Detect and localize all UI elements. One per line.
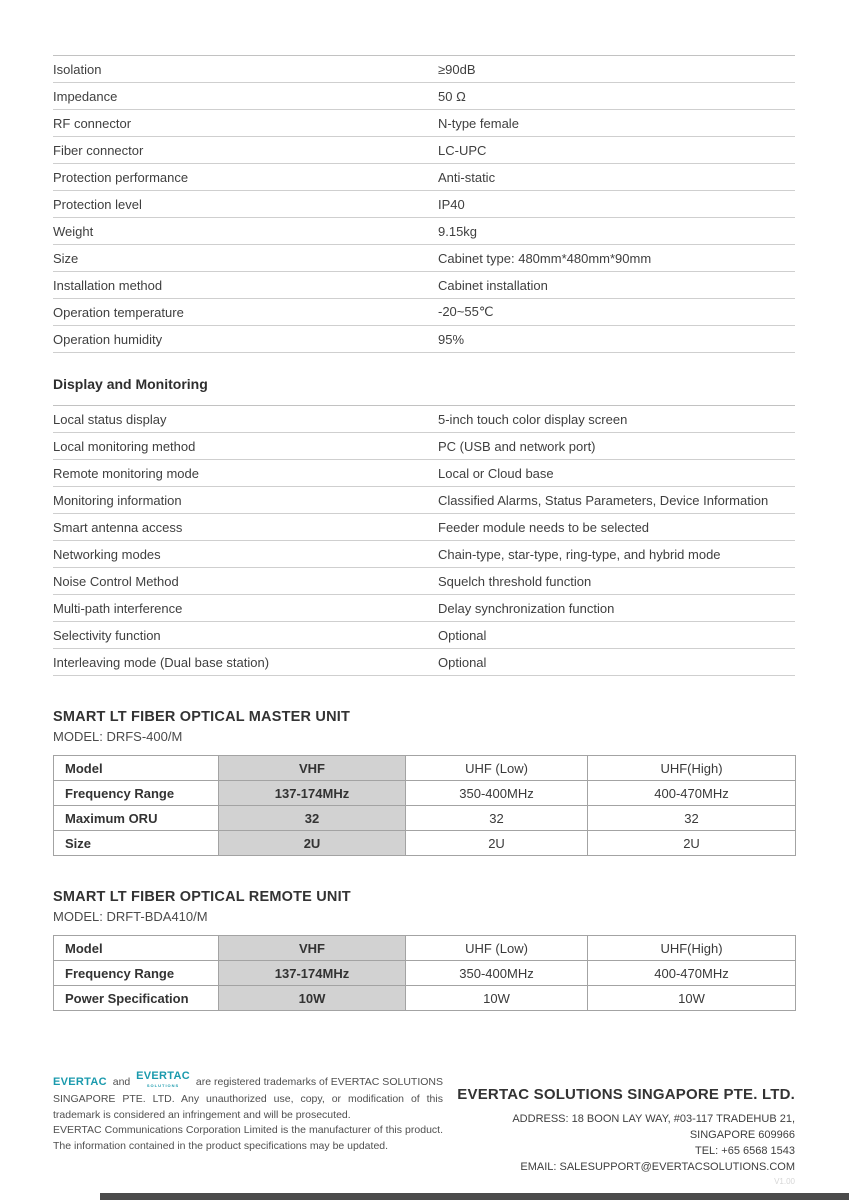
company-address: ADDRESS: 18 BOON LAY WAY, #03-117 TRADEHUB 21, SINGAPORE 609966 bbox=[512, 1113, 795, 1141]
cell-vhf: 137-174MHz bbox=[219, 781, 406, 806]
row-label: Frequency Range bbox=[54, 781, 219, 806]
spec-row bbox=[53, 56, 795, 83]
table-header-row bbox=[54, 936, 796, 961]
spec-row bbox=[53, 514, 795, 541]
table-row bbox=[54, 806, 796, 831]
row-label: Frequency Range bbox=[54, 961, 219, 986]
spec-value: Squelch threshold function bbox=[438, 573, 592, 589]
spec-label: Selectivity function bbox=[53, 627, 161, 643]
trademark-paragraph bbox=[53, 1072, 443, 1123]
master-unit-title: SMART LT FIBER OPTICAL MASTER UNIT bbox=[53, 709, 351, 725]
remote-unit-title: SMART LT FIBER OPTICAL REMOTE UNIT bbox=[53, 889, 351, 905]
spec-value: Cabinet type: 480mm*480mm*90mm bbox=[438, 250, 652, 266]
evertac-solutions-logo-subtext: SOLUTIONS bbox=[146, 1083, 180, 1088]
spec-row bbox=[53, 137, 795, 164]
spec-row bbox=[53, 164, 795, 191]
spec-label: Weight bbox=[53, 223, 94, 239]
spec-label: Multi-path interference bbox=[53, 600, 183, 616]
cell-uhf-low: 32 bbox=[406, 806, 588, 831]
spec-row bbox=[53, 568, 795, 595]
spec-label: Installation method bbox=[53, 277, 163, 293]
spec-label: Operation temperature bbox=[53, 304, 184, 320]
spec-label: Protection level bbox=[53, 196, 142, 212]
cell-uhf-high: 400-470MHz bbox=[588, 961, 796, 986]
header-cell-uhf-low: UHF (Low) bbox=[406, 936, 588, 961]
spec-label: Smart antenna access bbox=[53, 519, 183, 535]
spec-row bbox=[53, 83, 795, 110]
cell-uhf-high: 10W bbox=[588, 986, 796, 1011]
spec-row bbox=[53, 272, 795, 299]
cell-uhf-low: 2U bbox=[406, 831, 588, 856]
spec-label: Isolation bbox=[53, 61, 102, 77]
spec-row bbox=[53, 191, 795, 218]
spec-label: Noise Control Method bbox=[53, 573, 179, 589]
header-cell-model: Model bbox=[54, 936, 219, 961]
row-label: Power Specification bbox=[54, 986, 219, 1011]
master-unit-model: MODEL: DRFS-400/M bbox=[53, 729, 183, 744]
spec-row bbox=[53, 218, 795, 245]
cell-uhf-low: 350-400MHz bbox=[406, 961, 588, 986]
page-footer bbox=[53, 1072, 795, 1186]
spec-value: PC (USB and network port) bbox=[438, 438, 596, 454]
spec-value: Delay synchronization function bbox=[438, 600, 615, 616]
spec-value: ≥90dB bbox=[438, 61, 476, 77]
spec-value: Feeder module needs to be selected bbox=[438, 519, 650, 535]
spec-row bbox=[53, 110, 795, 137]
remote-unit-model: MODEL: DRFT-BDA410/M bbox=[53, 909, 208, 924]
spec-value: Optional bbox=[438, 654, 487, 670]
header-cell-vhf: VHF bbox=[219, 936, 406, 961]
manufacturer-paragraph: EVERTAC Communications Corporation Limited is the manufacturer of this product. The information contained in the product specifications may be updated. bbox=[53, 1124, 443, 1152]
spec-row bbox=[53, 406, 795, 433]
version-label: V1.00 bbox=[774, 1177, 795, 1186]
spec-row bbox=[53, 460, 795, 487]
master-unit-section bbox=[53, 709, 795, 856]
master-unit-table bbox=[53, 755, 796, 856]
table-row bbox=[54, 961, 796, 986]
spec-label: Networking modes bbox=[53, 546, 161, 562]
cell-uhf-low: 350-400MHz bbox=[406, 781, 588, 806]
spec-value: LC-UPC bbox=[438, 142, 487, 158]
spec-value: Cabinet installation bbox=[438, 277, 548, 293]
general-spec-table bbox=[53, 55, 795, 353]
table-row bbox=[54, 831, 796, 856]
spec-row bbox=[53, 245, 795, 272]
section-heading-display-monitoring: Display and Monitoring bbox=[53, 376, 208, 392]
row-label: Maximum ORU bbox=[54, 806, 219, 831]
remote-unit-section bbox=[53, 889, 795, 1011]
cell-vhf: 10W bbox=[219, 986, 406, 1011]
spec-row bbox=[53, 433, 795, 460]
spec-value: Local or Cloud base bbox=[438, 465, 554, 481]
header-cell-vhf: VHF bbox=[219, 756, 406, 781]
spec-value: Classified Alarms, Status Parameters, Device Information bbox=[438, 492, 769, 508]
company-tel: TEL: +65 6568 1543 bbox=[695, 1145, 795, 1157]
row-label: Size bbox=[54, 831, 219, 856]
remote-unit-table bbox=[53, 935, 796, 1011]
spec-row bbox=[53, 622, 795, 649]
spec-label: RF connector bbox=[53, 115, 132, 131]
spec-row bbox=[53, 595, 795, 622]
spec-label: Local monitoring method bbox=[53, 438, 196, 454]
footer-company-block bbox=[450, 1072, 795, 1186]
spec-value: -20~55℃ bbox=[438, 304, 494, 319]
table-row bbox=[54, 986, 796, 1011]
spec-value: 9.15kg bbox=[438, 223, 478, 239]
cell-uhf-low: 10W bbox=[406, 986, 588, 1011]
spec-value: N-type female bbox=[438, 115, 519, 131]
table-header-row bbox=[54, 756, 796, 781]
spec-value: Anti-static bbox=[438, 169, 496, 185]
spec-row bbox=[53, 649, 795, 676]
cell-uhf-high: 2U bbox=[588, 831, 796, 856]
spec-value: Chain-type, star-type, ring-type, and hybrid mode bbox=[438, 546, 721, 562]
header-cell-uhf-high: UHF(High) bbox=[588, 756, 796, 781]
spec-value: 50 Ω bbox=[438, 88, 466, 104]
evertac-solutions-logo-text: EVERTAC bbox=[136, 1070, 190, 1082]
spec-label: Monitoring information bbox=[53, 492, 182, 508]
spec-row bbox=[53, 326, 795, 353]
spec-row bbox=[53, 541, 795, 568]
cell-vhf: 2U bbox=[219, 831, 406, 856]
company-email: EMAIL: SALESUPPORT@EVERTACSOLUTIONS.COM bbox=[520, 1161, 795, 1173]
and-text: and bbox=[112, 1075, 131, 1088]
cell-uhf-high: 400-470MHz bbox=[588, 781, 796, 806]
table-row bbox=[54, 781, 796, 806]
spec-value: IP40 bbox=[438, 196, 465, 212]
evertac-solutions-logo bbox=[136, 1072, 190, 1090]
spec-row bbox=[53, 487, 795, 514]
header-cell-uhf-high: UHF(High) bbox=[588, 936, 796, 961]
header-cell-uhf-low: UHF (Low) bbox=[406, 756, 588, 781]
spec-label: Fiber connector bbox=[53, 142, 144, 158]
spec-value: 95% bbox=[438, 331, 465, 347]
spec-label: Operation humidity bbox=[53, 331, 163, 347]
header-cell-model: Model bbox=[54, 756, 219, 781]
cell-uhf-high: 32 bbox=[588, 806, 796, 831]
spec-value: 5-inch touch color display screen bbox=[438, 411, 628, 427]
spec-label: Remote monitoring mode bbox=[53, 465, 199, 481]
trademark-text: are registered trademarks of EVERTAC SOLUTIONS SINGAPORE PTE. LTD. Any unauthorized use, copy, or modification of this trademark is considered an infringement and will be prosecuted. bbox=[53, 1075, 443, 1121]
spec-label: Protection performance bbox=[53, 169, 189, 185]
evertac-logo: EVERTAC bbox=[53, 1075, 107, 1088]
cell-vhf: 137-174MHz bbox=[219, 961, 406, 986]
display-monitoring-table bbox=[53, 405, 795, 676]
footer-legal-block bbox=[53, 1072, 443, 1186]
cell-vhf: 32 bbox=[219, 806, 406, 831]
spec-label: Impedance bbox=[53, 88, 118, 104]
spec-row bbox=[53, 299, 795, 326]
company-name: EVERTAC SOLUTIONS SINGAPORE PTE. LTD. bbox=[457, 1086, 795, 1103]
page-content bbox=[53, 0, 795, 1011]
spec-value: Optional bbox=[438, 627, 487, 643]
spec-label: Size bbox=[53, 250, 79, 266]
spec-label: Interleaving mode (Dual base station) bbox=[53, 654, 270, 670]
spec-label: Local status display bbox=[53, 411, 167, 427]
page-bottom-bar bbox=[100, 1193, 849, 1200]
